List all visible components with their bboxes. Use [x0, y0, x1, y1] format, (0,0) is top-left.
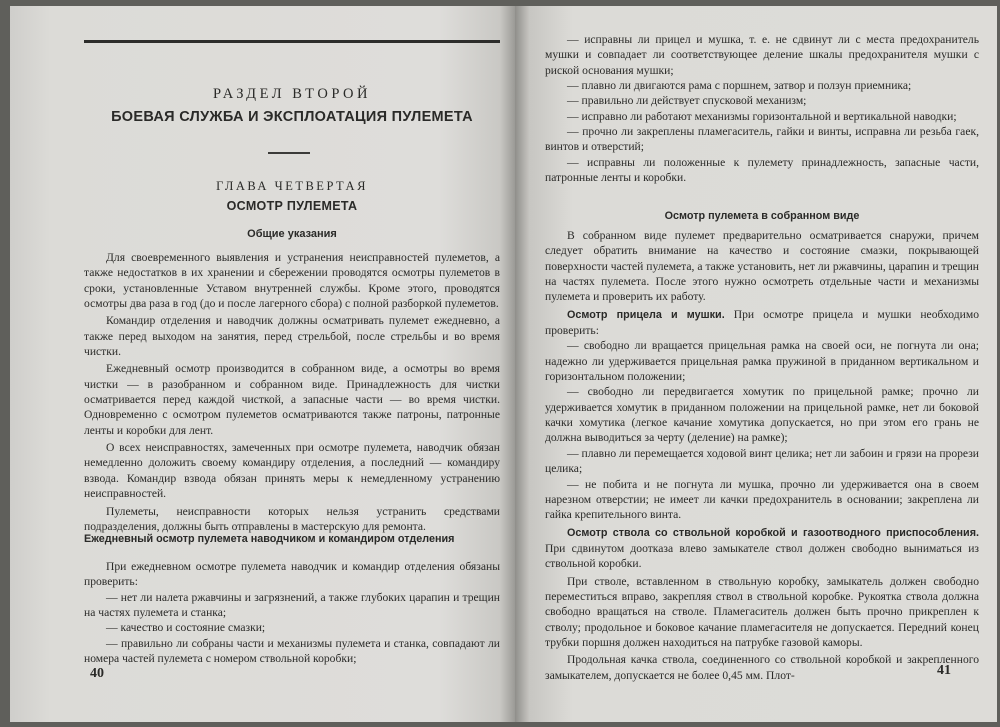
- section-label: РАЗДЕЛ ВТОРОЙ: [212, 86, 372, 102]
- assembled-section: [545, 228, 979, 683]
- paragraph: Ежедневный осмотр производится в собранном виде, а осмотры во время чистки — в разобранном и собранном виде. Принадлежность для чистки осматривается перед каждой чисткой, а запасные части — во время чистки. Одновременно с осмотром пулеметов осматриваются также патроны, патронные ленты и коробки для лент.: [84, 362, 500, 437]
- general-heading: Общие указания: [247, 228, 337, 240]
- page-number-right: 41: [937, 663, 951, 678]
- barrel-intro: При сдвинутом доотказа влево замыкателе ствол должен свободно выниматься из ствольной коробки.: [545, 541, 979, 571]
- section-title: БОЕВАЯ СЛУЖБА И ЭКСПЛОАТАЦИЯ ПУЛЕМЕТА: [111, 109, 473, 125]
- assembled-heading: Осмотр пулемета в собранном виде: [664, 210, 860, 222]
- list-item: — исправны ли прицел и мушка, т. е. не сдвинут ли с места предохранитель мушки и совпадает ли соответствующее деление шкалы предохранителя мушки с риской основания мушки;: [545, 33, 979, 77]
- daily-section: [84, 533, 500, 666]
- list-item: — правильно ли действует спусковой механизм;: [567, 94, 807, 108]
- page-left: [10, 6, 515, 722]
- top-rule: [84, 40, 500, 43]
- list-item: — исправны ли положенные к пулемету принадлежность, запасные части, патронные ленты и коробки.: [545, 155, 979, 185]
- sight-paragraph: [545, 307, 979, 339]
- paragraph: В собранном виде пулемет предварительно осматривается снаружи, причем следует обратить внимание на качество и состояние смазки, покрывающей поверхности частей пулемета, а также установить, нет ли ржавчины, царапин и трещин на частях пулемета. После этого нужно осмотреть отдельные части и механизмы пулемета и проверить их работу.: [545, 229, 979, 304]
- paragraph: О всех неисправностях, замеченных при осмотре пулемета, наводчик обязан немедленно доложить своему командиру отделения, а последний — командиру взвода. Командир взвода обязан принять меры к немедленному устранению неисправностей.: [84, 441, 500, 501]
- paragraph: При стволе, вставленном в ствольную коробку, замыкатель должен свободно переместиться вправо, закрепляя ствол в ствольной коробке. Рукоятка ствола должна свободно вращаться на стволе. Пламегаситель должен быть прочно прикреплен к стволу; продольное и боковое качание пламегасителя не допускается. Передний конец трубки поршня должен находиться на патрубке газовой каморы.: [545, 574, 979, 649]
- list-item: — не побита и не погнута ли мушка, прочно ли удерживается она в своем нарезном отверстии; не имеет ли качки предохранитель в основании; закреплена ли гайка крепительного винта.: [545, 477, 979, 522]
- list-item: — свободно ли вращается прицельная рамка на своей оси, не погнута ли она; надежно ли удерживается прицельная рамка пружиной в приданном вертикальном и горизонтальном положении;: [545, 339, 979, 384]
- paragraph: Пулеметы, неисправности которых нельзя устранить средствами подразделения, должны быть отправлены в мастерскую для ремонта.: [84, 504, 500, 533]
- chapter-title: ОСМОТР ПУЛЕМЕТА: [226, 199, 358, 213]
- list-item: — прочно ли закреплены пламегаситель, гайки и винты, исправна ли резьба гаек, винтов и отверстий;: [545, 125, 979, 154]
- list-item: — правильно ли собраны части и механизмы пулемета и станка, совпадают ли номера частей пулемета с номером ствольной коробки;: [84, 636, 500, 666]
- paragraph: Продольная качка ствола, соединенного со ствольной коробкой и закрепленного замыкателем, допускается не более 0,45 мм. Плот-: [545, 653, 979, 682]
- page-number-left: 40: [90, 666, 104, 681]
- barrel-paragraph: [545, 525, 979, 572]
- daily-heading: Ежедневный осмотр пулемета наводчиком и командиром отделения: [84, 533, 455, 545]
- page-right: [515, 6, 997, 722]
- general-section: [84, 250, 500, 536]
- paragraph: Командир отделения и наводчик должны осматривать пулемет ежедневно, а также перед выходом на занятия, перед стрельбой, после стрельбы и во время чистки.: [84, 314, 500, 359]
- assembled-heading-wrap: [545, 206, 979, 224]
- list-item: — исправно ли работают механизмы горизонтальной и вертикальной наводки;: [567, 109, 957, 123]
- list-item: — плавно ли перемещается ходовой винт целика; нет ли забоин и грязи на прорези целика;: [545, 446, 979, 476]
- daily-intro: При ежедневном осмотре пулемета наводчик и командир отделения обязаны проверить:: [84, 560, 500, 589]
- list-item: — свободно ли передвигается хомутик по прицельной рамке; прочно ли удерживается хомутик в приданном положении на прицельной рамке, нет ли боковой качки хомутика (легкое качание хомутика допускается, но при этом его грань не должна выводиться за черту (деление) на рамке);: [545, 385, 979, 445]
- checklist-continuation: [545, 32, 979, 185]
- paragraph: Для своевременного выявления и устранения неисправностей пулеметов, а также недостатков в их хранении и сбережении проводятся осмотры пулеметов в сроки, установленные Уставом внутренней службы. Кроме этого, проводятся осмотры два раза в год (до и после лагерного сбора) с полной разборкой пулеметов.: [84, 251, 500, 311]
- sight-intro: При осмотре прицела и мушки необходимо проверить:: [545, 307, 979, 338]
- sight-heading: Осмотр прицела и мушки.: [567, 308, 725, 321]
- chapter-label: ГЛАВА ЧЕТВЕРТАЯ: [216, 179, 368, 193]
- divider: [268, 152, 310, 154]
- list-item: — плавно ли двигаются рама с поршнем, затвор и ползун приемника;: [567, 79, 912, 93]
- list-item: — качество и состояние смазки;: [106, 621, 266, 635]
- barrel-heading: Осмотр ствола со ствольной коробкой и газоотводного приспособления.: [567, 526, 979, 539]
- list-item: — нет ли налета ржавчины и загрязнений, а также глубоких царапин и трещин на частях пулемета и станка;: [84, 590, 500, 620]
